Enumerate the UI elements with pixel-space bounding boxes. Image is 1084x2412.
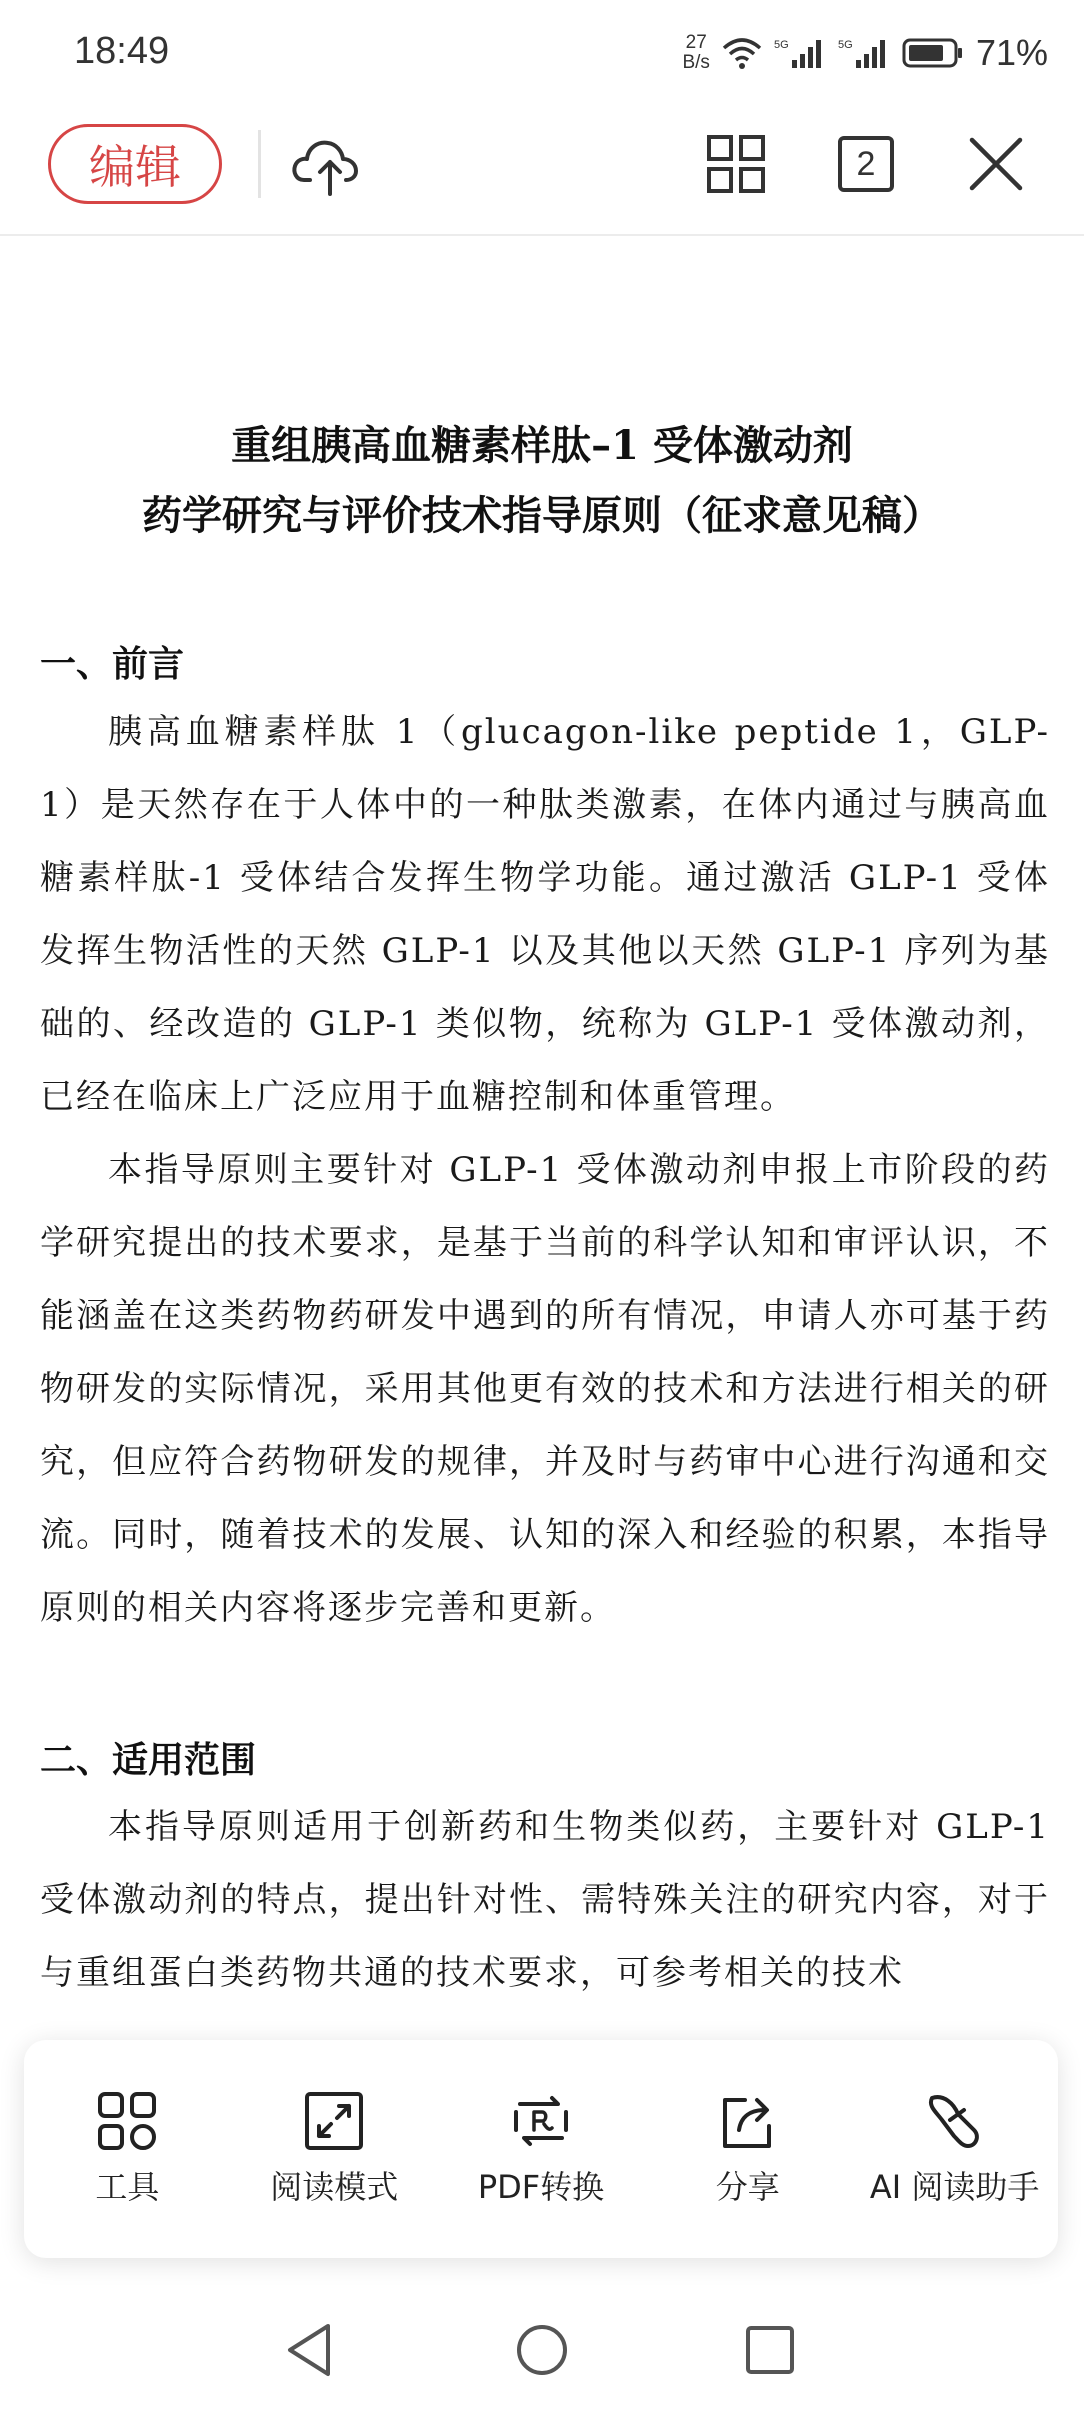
section1-paragraph2: 本指导原则主要针对 GLP-1 受体激动剂申报上市阶段的药学研究提出的技术要求，是基于当前的科学认知和审评认识，不能涵盖在这类药物药研发中遇到的所有情况，申请人亦可基于药物研发的实际情况，采用其他更有效的技术和方法进行相关的研究，但应符合药物研发的规律，并及时与药审中心进行沟通和交流。同时，随着技术的发展、认知的深入和经验的积累，本指导原则的相关内容将逐步完善和更新。 <box>40 1150 1050 1628</box>
pdf-convert-icon <box>510 2090 572 2152</box>
svg-text:5G: 5G <box>837 39 853 51</box>
signal-5g-icon-2 <box>838 36 890 70</box>
toolbar-divider <box>258 130 261 198</box>
cloud-upload-button[interactable] <box>286 128 366 200</box>
pdf-convert-label: PDF转换 <box>477 2168 605 2206</box>
tools-button[interactable] <box>24 2040 231 2258</box>
close-button[interactable] <box>956 128 1036 200</box>
page-count-badge <box>838 136 894 192</box>
status-time: 18:49 <box>74 30 170 72</box>
nav-home-button[interactable] <box>502 2310 582 2390</box>
status-bar <box>0 0 1084 110</box>
tools-label: 工具 <box>95 2168 160 2206</box>
share-label: 分享 <box>715 2168 780 2206</box>
svg-text:5G: 5G <box>773 39 789 51</box>
grid-view-button[interactable] <box>696 128 776 200</box>
nav-recents-button[interactable] <box>730 2310 810 2390</box>
cloud-upload-icon <box>290 132 362 196</box>
network-speed-unit: B/s <box>682 52 710 73</box>
section2-paragraph1: 本指导原则适用于创新药和生物类似药，主要针对 GLP-1 受体激动剂的特点，提出针对性、需特殊关注的研究内容，对于与重组蛋白类药物共通的技术要求，可参考相关的技术 <box>40 1807 1050 1993</box>
section1-paragraph1: 胰高血糖素样肽 1（glucagon-like peptide 1，GLP-1）是天然存在于人体中的一种肽类激素，在体内通过与胰高血糖素样肽-1 受体结合发挥生物学功能。通过激活 GLP-1 受体发挥生物活性的天然 GLP-1 以及其他以天然 GLP-1 序列为基础的、经改造的 GLP-1 类似物，统称为 GLP-1 受体激动剂，已经在临床上广泛应用于血糖控制和体重管理。 <box>40 712 1050 1117</box>
share-button[interactable] <box>644 2040 851 2258</box>
share-icon <box>717 2090 779 2152</box>
edit-button[interactable]: 编辑 <box>48 124 222 204</box>
section2-heading: 二、适用范围 <box>40 1739 257 1781</box>
wifi-icon <box>722 36 762 70</box>
reading-mode-button[interactable] <box>231 2040 438 2258</box>
back-triangle-icon <box>284 2322 336 2378</box>
section1-heading: 一、前言 <box>40 643 185 685</box>
tools-grid-icon <box>96 2090 158 2152</box>
ai-assistant-label: AI 阅读助手 <box>869 2168 1040 2206</box>
system-nav-bar <box>0 2290 1084 2412</box>
page-count-button[interactable] <box>826 128 906 200</box>
pdf-convert-button[interactable] <box>438 2040 645 2258</box>
status-icons <box>682 28 1048 78</box>
home-circle-icon <box>514 2322 570 2378</box>
nav-back-button[interactable] <box>270 2310 350 2390</box>
recents-square-icon <box>744 2324 796 2376</box>
expand-icon <box>303 2090 365 2152</box>
reading-mode-label: 阅读模式 <box>270 2168 399 2206</box>
signal-5g-icon <box>774 36 826 70</box>
ai-assistant-icon <box>924 2090 986 2152</box>
ai-assistant-button[interactable] <box>851 2040 1058 2258</box>
document-view[interactable] <box>0 236 1084 2046</box>
network-speed-value: 27 <box>685 32 707 53</box>
document-title-line2: 药学研究与评价技术指导原则（征求意见稿） <box>142 492 942 539</box>
bottom-action-bar <box>24 2040 1058 2258</box>
document-title-line1: 重组胰高血糖素样肽–1 受体激动剂 <box>231 422 853 469</box>
network-speed <box>682 33 709 73</box>
grid-view-icon <box>706 134 766 194</box>
page-count-value: 2 <box>856 144 876 183</box>
battery-icon <box>902 37 964 69</box>
top-toolbar <box>0 110 1084 236</box>
battery-percent: 71% <box>975 32 1048 73</box>
close-icon <box>968 136 1024 192</box>
